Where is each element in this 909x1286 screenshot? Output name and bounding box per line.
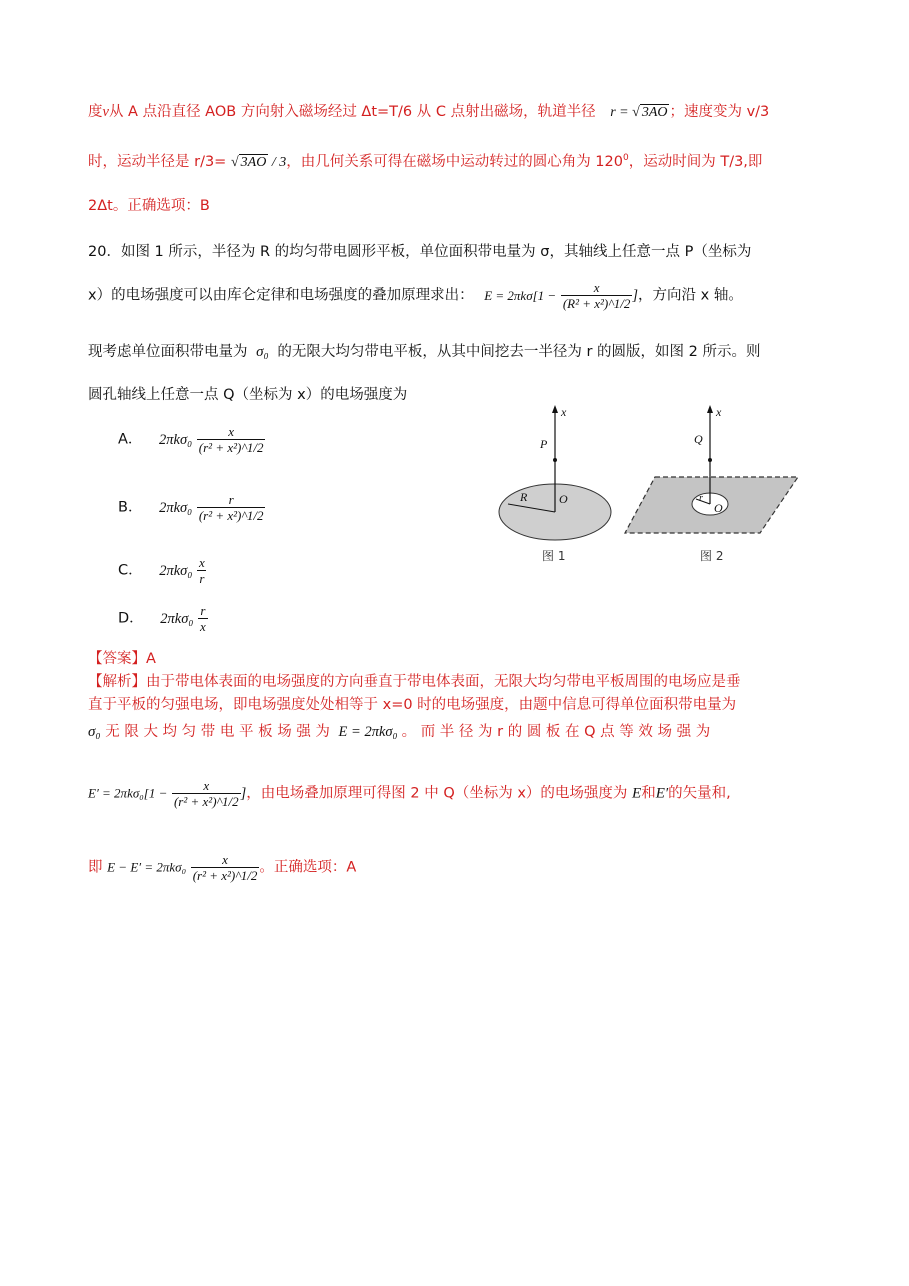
arrow-icon <box>552 405 558 413</box>
fraction-den: (r² + x²)^1/2 <box>198 440 264 455</box>
option-prefix: 2πkσ₀ <box>160 610 194 627</box>
label-p: P <box>540 437 548 451</box>
fraction-den: r <box>199 571 205 586</box>
radicand: 3AO <box>641 105 668 120</box>
option-fraction <box>198 603 208 634</box>
option-fraction <box>197 424 266 455</box>
fraction-den: (r² + x²)^1/2 <box>192 868 258 883</box>
label-o: O <box>559 492 568 506</box>
formula-lhs: E − E′ = 2πkσ₀ <box>107 859 187 875</box>
caption-fig-1: 图 1 <box>542 549 566 563</box>
text-fragment: 。正确选项：A <box>259 859 357 876</box>
formula-fraction <box>172 778 241 809</box>
option-c <box>118 555 207 586</box>
label-o: O <box>714 501 723 515</box>
fraction-num: x <box>199 555 205 570</box>
prev-solution-line-3: 2Δt。正确选项：B <box>88 198 210 214</box>
text-fragment: ，运动时间为 T/3,即 <box>628 154 763 170</box>
question-line-4: 圆孔轴线上任意一点 Q（坐标为 x）的电场强度为 <box>88 387 408 403</box>
degree-sup: 0 <box>623 153 629 164</box>
option-prefix: 2πkσ₀ <box>159 562 193 579</box>
prev-solution-line-1 <box>88 100 769 121</box>
formula-lhs: E = 2πkσ[1 − <box>484 287 557 303</box>
fraction-den: x <box>200 619 206 634</box>
prev-solution-line-2 <box>88 150 762 171</box>
text-fragment: 由于带电体表面的电场强度的方向垂直于带电体表面，无限大均匀带电平板周围的电场应是垂 <box>146 674 741 690</box>
analysis-line-4 <box>88 778 731 809</box>
text-fragment: ，由几何关系可得在磁场中运动转过的圆心角为 120 <box>286 154 623 170</box>
analysis-line-3 <box>88 720 710 741</box>
formula-fraction <box>561 280 633 311</box>
option-label: D． <box>118 610 144 627</box>
var-e-prime: E′ <box>655 785 669 802</box>
option-label: C． <box>118 562 143 579</box>
sigma0: σ₀ <box>256 344 269 360</box>
label-r-small: r <box>699 493 703 504</box>
answer-line: 【答案】A <box>88 651 156 667</box>
arrow-icon <box>707 405 713 413</box>
text-fragment: 即 <box>88 859 103 876</box>
formula-tail: / 3 <box>271 155 287 170</box>
option-a <box>118 424 265 455</box>
fraction-num: x <box>222 852 228 867</box>
question-line-3 <box>88 340 760 361</box>
option-label: A． <box>118 431 143 448</box>
axis-label-x: x <box>561 405 567 419</box>
text-fragment: ，由电场叠加原理可得图 2 中 Q（坐标为 x）的电场强度为 <box>246 785 628 802</box>
text-fragment: 从 A 点沿直径 AOB 方向射入磁场经过 Δt=T/6 从 C 点射出磁场，轨道半径 <box>108 104 596 120</box>
var-e: E <box>632 785 642 802</box>
fraction-den: (r² + x²)^1/2 <box>173 794 239 809</box>
option-b <box>118 492 265 523</box>
option-prefix: 2πkσ₀ <box>159 499 193 516</box>
formula-rhs: ] <box>632 287 639 304</box>
radicand: 3AO <box>240 155 267 170</box>
text-fragment: ；速度变为 v/3 <box>669 104 770 120</box>
text-fragment: ，方向沿 x 轴。 <box>638 287 743 304</box>
fraction-num: x <box>228 424 235 439</box>
text-fragment: 。 而 半 径 为 r 的 圆 板 在 Q 点 等 效 场 强 为 <box>401 724 711 740</box>
analysis-tag: 【解析】 <box>88 674 146 690</box>
text-fragment: 度 <box>88 104 103 120</box>
option-d <box>118 603 208 634</box>
point-p-dot <box>553 458 557 462</box>
question-line-2 <box>88 280 743 311</box>
text-fragment: 现考虑单位面积带电量为 <box>88 344 248 360</box>
fraction-den: (R² + x²)^1/2 <box>562 296 631 311</box>
axis-label-x: x <box>716 405 722 419</box>
option-label: B． <box>118 499 143 516</box>
text-fragment: 的无限大均匀带电平板，从其中间挖去一半径为 r 的圆版，如图 2 所示。则 <box>277 344 761 360</box>
formula-e: E = 2πkσ₀ <box>338 724 398 740</box>
var-v: v <box>102 104 109 120</box>
formula-sqrt: √ 3AO / 3 <box>230 155 287 170</box>
figure-diagram <box>490 400 810 575</box>
point-q-dot <box>708 458 712 462</box>
fraction-num: x <box>593 280 600 295</box>
formula-lhs: r = <box>610 105 629 120</box>
question-line-1: 20．如图 1 所示，半径为 R 的均匀带电圆形平板，单位面积带电量为 σ，其轴线上任意一点 P（坐标为 <box>88 244 752 260</box>
text-fragment: x）的电场强度可以由库仑定律和电场强度的叠加原理求出： <box>88 287 474 304</box>
analysis-line-2: 直于平板的匀强电场，即电场强度处处相等于 x=0 时的电场强度，由题中信息可得单位面积带电量为 <box>88 697 737 713</box>
analysis-line-1 <box>88 670 741 691</box>
option-prefix: 2πkσ₀ <box>159 431 193 448</box>
fraction-num: x <box>203 778 210 793</box>
fraction-den: (r² + x²)^1/2 <box>198 508 264 523</box>
text-fragment: 和 <box>641 785 656 802</box>
caption-fig-2: 图 2 <box>700 549 724 563</box>
formula-r: r = √ 3AO <box>610 105 668 120</box>
analysis-line-5 <box>88 852 356 883</box>
fraction-num: r <box>228 492 234 507</box>
text-fragment: 的矢量和, <box>668 785 731 802</box>
text-fragment: 无 限 大 均 匀 带 电 平 板 场 强 为 <box>105 724 330 740</box>
fraction-num: r <box>200 603 206 618</box>
option-fraction <box>197 555 207 586</box>
label-q: Q <box>694 432 703 446</box>
formula-fraction <box>191 852 260 883</box>
option-fraction <box>197 492 266 523</box>
label-r-big: R <box>520 490 528 504</box>
text-fragment: 时，运动半径是 r/3= <box>88 154 227 170</box>
figure-1 <box>499 405 611 563</box>
formula-rhs: ] <box>240 785 247 802</box>
formula-lhs: E′ = 2πkσ₀[1 − <box>88 785 168 801</box>
figure-2 <box>625 405 798 563</box>
sigma0: σ₀ <box>88 724 101 740</box>
